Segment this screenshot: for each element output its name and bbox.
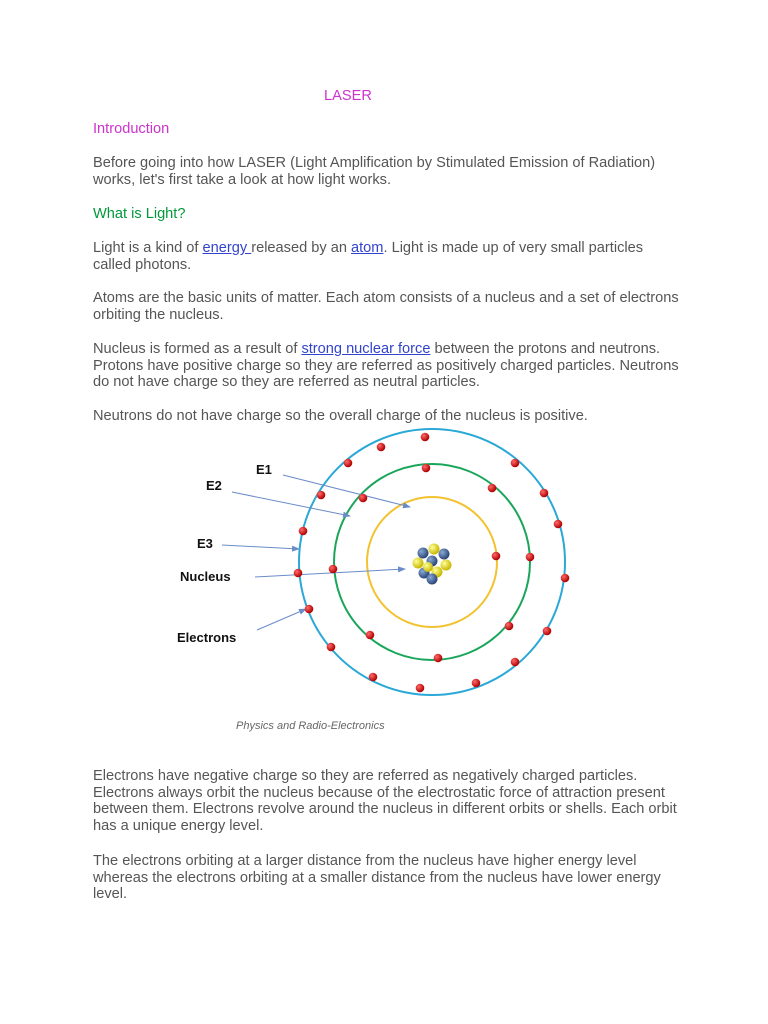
introduction-heading: Introduction [93,121,170,137]
neutron [427,574,438,585]
what-is-light-heading: What is Light? [93,206,186,222]
neutron-paragraph: Neutrons do not have charge so the overall charge of the nucleus is positive. [93,408,588,424]
electron [511,658,520,667]
nucleus-paragraph: Nucleus is formed as a result of strong nuclear force between the protons and neutrons. Protons have positive charge so they are referred as positively charged particles. Neutrons do not have charge so they are referred as neutral particles. [93,341,679,391]
electron [422,464,431,473]
electron [377,443,386,452]
label-e3: E3 [197,536,213,551]
arrow-e2 [232,492,350,516]
label-e2: E2 [206,478,222,493]
electron [434,654,443,663]
electron [561,574,570,583]
proton [413,558,424,569]
atom-paragraph: Atoms are the basic units of matter. Each atom consists of a nucleus and a set of electrons orbiting the nucleus. [93,290,679,323]
electron [369,673,378,682]
electron [317,491,326,500]
electron [366,631,375,640]
electron [421,433,430,442]
electron [526,553,535,562]
intro-paragraph: Before going into how LASER (Light Amplification by Stimulated Emission of Radiation) works, let's first take a look at how light works. [93,155,656,188]
electron [511,459,520,468]
label-electrons: Electrons [177,630,237,645]
arrow-e3 [222,545,299,549]
electron [543,627,552,636]
electron [488,484,497,493]
electron [540,489,549,498]
neutron [418,548,429,559]
proton [441,560,452,571]
arrow-e1 [283,475,410,507]
proton [429,544,440,555]
electron [344,459,353,468]
electron [294,569,303,578]
electrons-e1 [492,552,501,561]
electron [492,552,501,561]
electron [472,679,481,688]
energy-level-paragraph: The electrons orbiting at a larger distance from the nucleus have higher energy level whereas the electrons orbiting at a smaller distance from the nucleus have lower energy level. [93,853,661,903]
energy-link[interactable]: energy [202,240,252,256]
electron [416,684,425,693]
label-nucleus: Nucleus [180,569,231,584]
strong-nuclear-force-link[interactable]: strong nuclear force [301,341,431,357]
light-paragraph: Light is a kind of energy released by an atom. Light is made up of very small particles called photons. [93,240,644,273]
page-title: LASER [324,88,372,104]
label-e1: E1 [256,462,272,477]
electron [505,622,514,631]
atom-link[interactable]: atom [351,240,384,256]
arrow-electrons [257,609,306,630]
electron [305,605,314,614]
electron [329,565,338,574]
electron [359,494,368,503]
electron [299,527,308,536]
electron [554,520,563,529]
electron [327,643,336,652]
electrons-paragraph: Electrons have negative charge so they are referred as negatively charged particles. Electrons always orbit the nucleus because of the electrostatic force of attraction present between them. Electrons revolve around the nucleus in different orbits or shells. Each orbit has a unique energy level. [93,768,677,834]
nucleus [413,544,452,585]
neutron [439,549,450,560]
diagram-caption: Physics and Radio-Electronics [236,720,385,732]
proton [423,562,433,572]
